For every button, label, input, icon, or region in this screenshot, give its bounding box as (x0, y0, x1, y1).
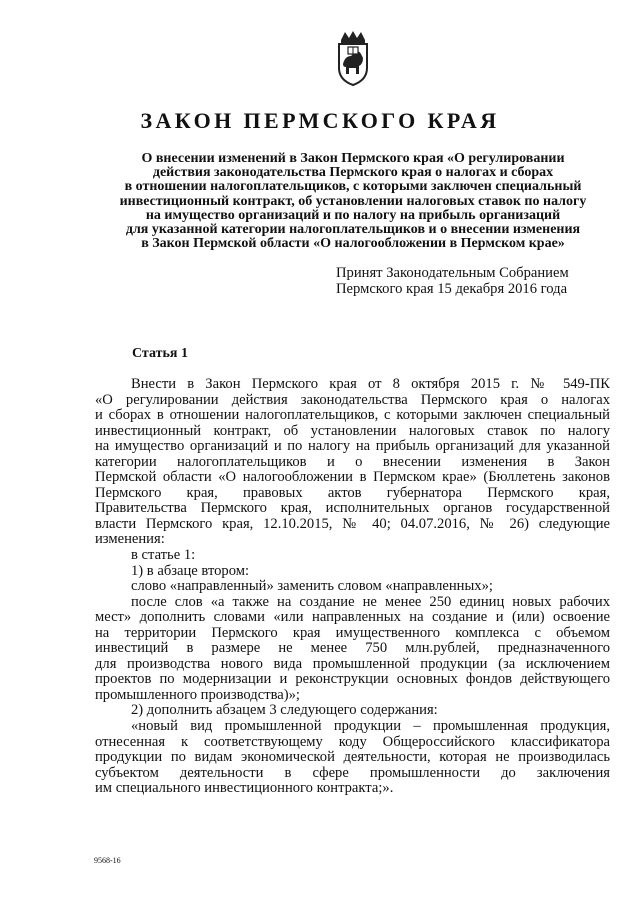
adoption-line: Пермского края 15 декабря 2016 года (336, 280, 568, 297)
body-line: проектов по модернизации и реконструкции основных фондов действующего (95, 671, 610, 688)
document-code: 9568-16 (94, 856, 121, 865)
body-line: на территории Пермского края имущественного комплекса с объемом (95, 624, 610, 641)
adoption-note (336, 266, 569, 297)
body-line: мест» дополнить словами «или направленных на создание и (или) освоение (95, 609, 610, 626)
body-line: и сборах в отношении налогоплательщиков, с которыми заключен специальный (95, 407, 610, 424)
article-heading: Статья 1 (132, 346, 188, 361)
body-line: после слов «а также на создание не менее 250 единиц новых рабочих (131, 593, 610, 610)
body-line: власти Пермского края, 12.10.2015, № 40; 04.07.2016, № 26) следующие (95, 515, 610, 532)
body-line: отнесенная к соответствующему коду Общероссийского классификатора (95, 733, 610, 750)
body-line: «новый вид промышленной продукции – промышленная продукция, (131, 718, 610, 735)
subtitle-line: в отношении налогоплательщиков, с которыми заключен специальный (124, 179, 582, 195)
adoption-line: Принят Законодательным Собранием (336, 265, 569, 281)
subtitle-line: О внесении изменений в Закон Пермского края «О регулировании (141, 151, 565, 166)
subtitle-line: для указанной категории налогоплательщиков и о внесении изменения (125, 222, 581, 238)
body-line: 2) дополнить абзацем 3 следующего содержания: (131, 702, 438, 719)
subtitle-line: инвестиционный контракт, об установлении налоговых ставок по налогу (119, 193, 587, 209)
body-line: в статье 1: (131, 547, 196, 564)
body-line: слово «направленный» заменить словом «направленных»; (131, 578, 493, 595)
body-line: инвестиционный контракт, об установлении налоговых ставок по налогу (95, 422, 610, 439)
body-line: 1) в абзаце втором: (131, 562, 250, 579)
perm-krai-coat-of-arms-icon (333, 30, 373, 86)
body-line: субъектом деятельности в сфере промышленности до заключения (95, 764, 610, 781)
body-line: промышленного производства)»; (95, 686, 300, 703)
subtitle-line: на имущество организаций и по налогу на прибыль организаций (145, 207, 561, 223)
body-line: инвестиций в размере не менее 750 млн.рублей, предназначенного (95, 640, 610, 657)
body-line: изменения: (95, 531, 165, 548)
article-body (95, 377, 610, 797)
subtitle-line: действия законодательства Пермского края о налогах и сборах (152, 165, 554, 181)
body-line: Пермской области «О налогообложении в Пермском крае» (Бюллетень законов (95, 469, 610, 486)
body-line: им специального инвестиционного контракта;». (95, 780, 394, 797)
body-line: для производства нового вида промышленной продукции (за исключением (95, 655, 610, 672)
body-line: «О регулировании действия законодательства Пермского края о налогах (95, 391, 610, 408)
body-line: продукции по видам экономической деятельности, которая не производилась (95, 749, 610, 766)
subtitle-line: в Закон Пермской области «О налогообложении в Пермском крае» (141, 236, 565, 252)
body-line: Правительства Пермского края, исполнительных органов государственной (95, 500, 610, 517)
law-subtitle (88, 152, 618, 251)
body-line: Пермского края, правовых актов губернатора Пермского края, (95, 484, 610, 501)
law-title: ЗАКОН ПЕРМСКОГО КРАЯ (140, 108, 500, 133)
body-line: на имущество организаций и по налогу на прибыль организаций для указанной (95, 438, 610, 455)
body-line: Внести в Закон Пермского края от 8 октября 2015 г. № 549-ПК (131, 376, 610, 392)
body-line: категории налогоплательщиков и о внесении изменения в Закон (95, 453, 610, 470)
